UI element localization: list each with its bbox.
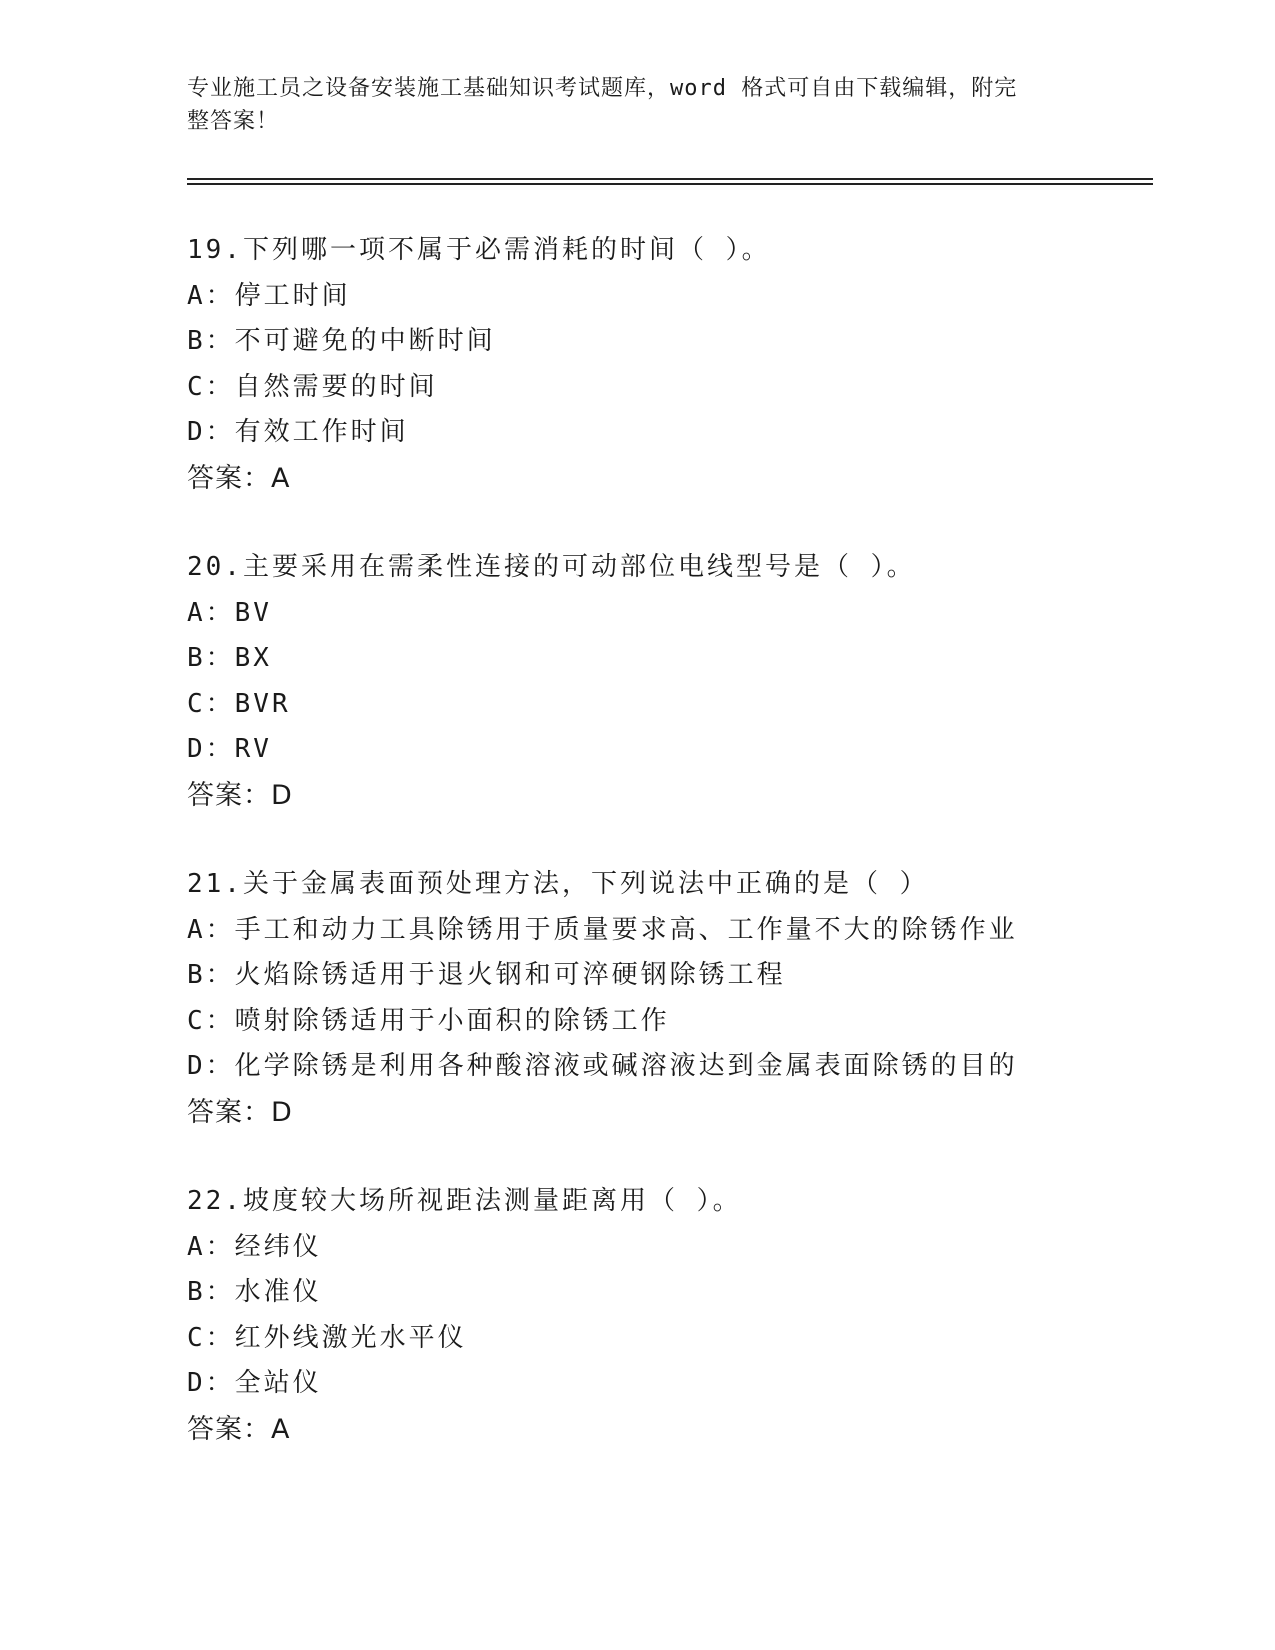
option-c: C：红外线激光水平仪: [187, 1322, 467, 1353]
option-a: A：BV: [187, 597, 272, 628]
header-line-1: 专业施工员之设备安装施工基础知识考试题库，word 格式可自由下载编辑，附完: [187, 76, 1018, 101]
question-title: 19.下列哪一项不属于必需消耗的时间（ ）。: [187, 235, 771, 265]
answer: 答案：A: [187, 462, 291, 494]
option-a: A：停工时间: [187, 280, 351, 311]
question-22: [187, 1179, 1147, 1452]
option-d: D：有效工作时间: [187, 417, 409, 447]
option-c: C：喷射除锈适用于小面积的除锈工作: [187, 1005, 670, 1036]
question-title: 22.坡度较大场所视距法测量距离用（ ）。: [187, 1186, 742, 1216]
answer: 答案：A: [187, 1413, 291, 1445]
question-20: [187, 545, 1147, 818]
header-divider-top: [187, 178, 1153, 180]
option-d: D：全站仪: [187, 1368, 322, 1398]
question-21: [187, 862, 1147, 1135]
option-b: B：火焰除锈适用于退火钢和可淬硬钢除锈工程: [187, 960, 786, 990]
option-d: D：化学除锈是利用各种酸溶液或碱溶液达到金属表面除锈的目的: [187, 1051, 1018, 1081]
question-title: 21.关于金属表面预处理方法，下列说法中正确的是（ ）: [187, 869, 929, 899]
option-a: A：经纬仪: [187, 1231, 322, 1262]
document-header: [187, 72, 1067, 138]
option-d: D：RV: [187, 734, 272, 764]
answer: 答案：D: [187, 1096, 293, 1128]
question-title: 20.主要采用在需柔性连接的可动部位电线型号是（ ）。: [187, 552, 916, 582]
option-c: C：BVR: [187, 688, 291, 719]
option-c: C：自然需要的时间: [187, 371, 438, 402]
answer: 答案：D: [187, 779, 293, 811]
header-divider-bottom: [187, 183, 1153, 185]
header-line-2: 整答案！: [187, 109, 280, 134]
option-b: B：不可避免的中断时间: [187, 326, 496, 356]
question-19: [187, 228, 1147, 501]
option-b: B：水准仪: [187, 1277, 322, 1307]
option-a: A：手工和动力工具除锈用于质量要求高、工作量不大的除锈作业: [187, 914, 1018, 945]
option-b: B：BX: [187, 643, 272, 673]
